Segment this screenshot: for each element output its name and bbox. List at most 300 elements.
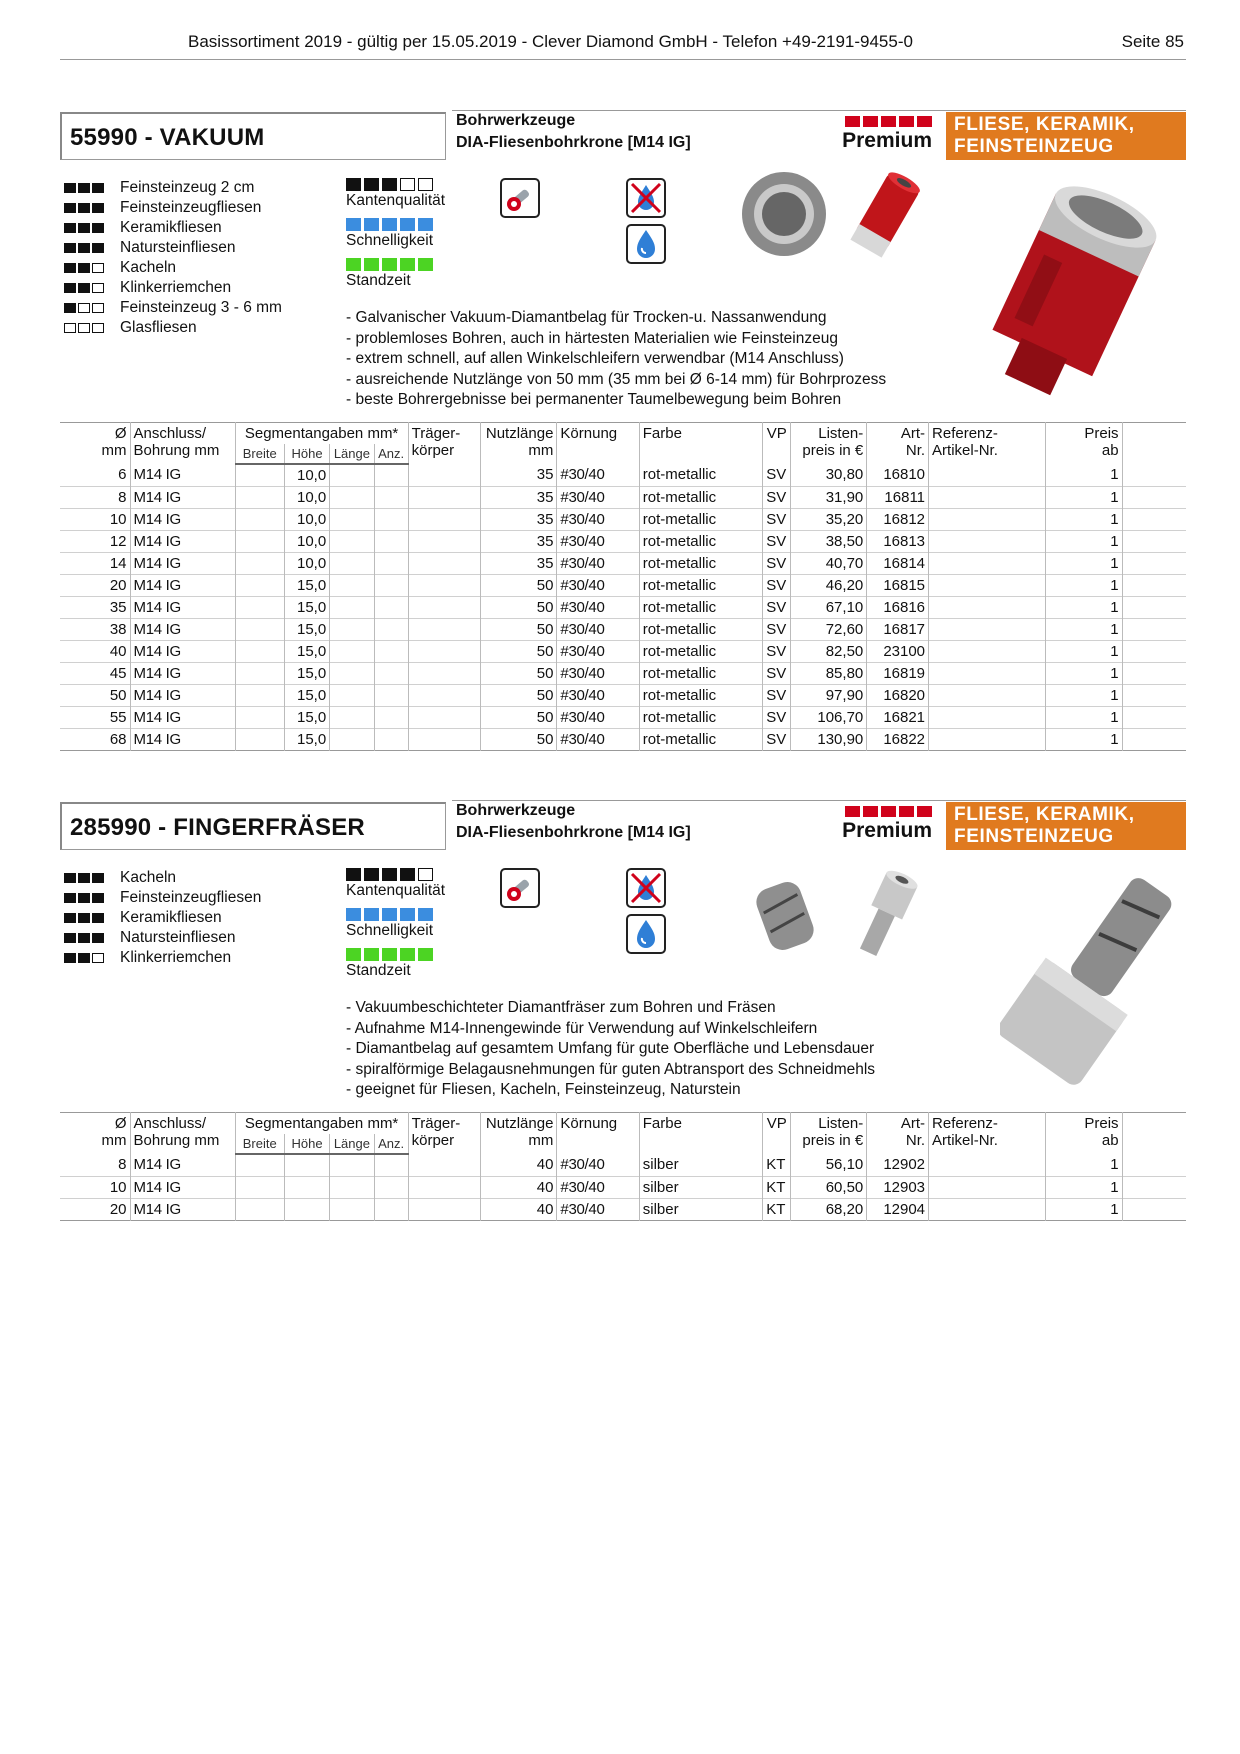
table-cell — [374, 706, 408, 728]
table-cell — [235, 640, 284, 662]
table-cell: rot-metallic — [639, 618, 763, 640]
table-cell — [929, 574, 1046, 596]
table-cell: 15,0 — [284, 662, 329, 684]
col-art-nr-line: Nr. — [905, 442, 926, 459]
table-cell — [408, 464, 480, 486]
product-title-box — [60, 112, 446, 160]
table-cell: rot-metallic — [639, 596, 763, 618]
table-cell — [929, 662, 1046, 684]
material-label: Keramikfliesen — [120, 909, 222, 926]
table-cell: SV — [763, 552, 791, 574]
rating-square — [92, 953, 104, 963]
material-row — [64, 908, 261, 928]
table-cell: rot-metallic — [639, 574, 763, 596]
table-cell: #30/40 — [557, 596, 639, 618]
category-badge — [946, 802, 1186, 850]
table-cell: 130,90 — [791, 728, 867, 750]
col-hoehe: Höhe — [284, 444, 329, 464]
table-cell: 15,0 — [284, 618, 329, 640]
table-cell — [929, 486, 1046, 508]
table-cell: 68 — [109, 730, 127, 748]
feature-item: - Vakuumbeschichteter Diamantfräser zum Bohren und Fräsen — [346, 999, 776, 1016]
table-cell — [374, 728, 408, 750]
col-nutzlaenge — [480, 423, 557, 465]
product-title: 285990 - FINGERFRÄSER — [70, 814, 365, 841]
col-diameter — [60, 1113, 130, 1155]
material-label: Klinkerriemchen — [120, 279, 232, 296]
table-cell: 15,0 — [284, 684, 329, 706]
rating-square — [78, 303, 90, 313]
table-cell: 35 — [480, 464, 557, 486]
rating-square — [92, 263, 104, 273]
col-price-line: preis in € — [802, 1132, 864, 1149]
feature-item: - problemloses Bohren, auch in härtesten Materialien wie Feinsteinzeug — [346, 329, 838, 347]
table-cell: 35 — [109, 598, 127, 616]
rating-square — [364, 908, 379, 921]
table-cell: 10 — [109, 510, 127, 528]
col-art-nr-line: Art- — [900, 1115, 926, 1132]
col-nutzlaenge-line: Nutzlänge — [485, 1115, 554, 1132]
col-reference — [929, 423, 1046, 465]
col-nutzlaenge — [480, 1113, 557, 1155]
category-line-1: FLIESE, KERAMIK, — [954, 804, 1135, 825]
rating-square — [64, 873, 76, 883]
table-cell: SV — [763, 662, 791, 684]
col-reference-line: Referenz- — [932, 1115, 998, 1132]
col-reference-line: Artikel-Nr. — [932, 1132, 998, 1149]
table-cell — [284, 1176, 329, 1198]
table-cell — [235, 684, 284, 706]
material-rating — [64, 323, 120, 333]
table-cell: rot-metallic — [639, 508, 763, 530]
table-cell — [929, 684, 1046, 706]
quality-ratings — [346, 866, 445, 986]
table-cell-empty — [1122, 684, 1186, 706]
table-row — [60, 508, 1186, 530]
col-price-line: Listen- — [818, 425, 864, 442]
table-row — [60, 706, 1186, 728]
table-cell-empty — [1122, 640, 1186, 662]
material-row — [64, 258, 282, 278]
table-cell — [929, 1176, 1046, 1198]
table-cell — [374, 1154, 408, 1176]
table-cell — [235, 1154, 284, 1176]
col-reference-line: Artikel-Nr. — [932, 442, 998, 459]
rating-square — [78, 953, 90, 963]
material-rating — [64, 203, 120, 213]
table-cell: rot-metallic — [639, 552, 763, 574]
rating-square — [92, 873, 104, 883]
rating-square — [382, 218, 397, 231]
table-cell: #30/40 — [557, 662, 639, 684]
table-cell — [374, 530, 408, 552]
table-cell — [374, 508, 408, 530]
table-row — [60, 618, 1186, 640]
table-cell: 15,0 — [284, 596, 329, 618]
table-cell: SV — [763, 464, 791, 486]
material-rating — [64, 263, 120, 273]
col-traeger-line: Träger- — [411, 1115, 461, 1132]
rating-square — [400, 218, 415, 231]
table-row — [60, 530, 1186, 552]
table-cell — [374, 662, 408, 684]
material-row — [64, 928, 261, 948]
feature-item: - ausreichende Nutzlänge von 50 mm (35 mm bei Ø 6-14 mm) für Bohrprozess — [346, 370, 887, 388]
table-cell: 16810 — [867, 464, 929, 486]
quality-rating-squares — [346, 946, 445, 962]
table-row — [60, 464, 1186, 486]
rating-square — [92, 323, 104, 333]
table-cell: 40 — [480, 1154, 557, 1176]
table-cell — [330, 464, 374, 486]
table-cell — [929, 508, 1046, 530]
material-row — [64, 178, 282, 198]
feature-item: - Diamantbelag auf gesamtem Umfang für gute Oberfläche und Lebensdauer — [346, 1040, 875, 1057]
table-cell — [330, 552, 374, 574]
table-cell — [330, 706, 374, 728]
premium-badge — [840, 806, 932, 843]
table-cell: M14 IG — [130, 574, 235, 596]
feature-item: - spiralförmige Belagausnehmungen für guten Abtransport des Schneidmehls — [346, 1060, 876, 1078]
table-cell: 12902 — [867, 1154, 929, 1176]
table-cell — [374, 464, 408, 486]
rating-square — [78, 913, 90, 923]
table-row — [60, 1154, 1186, 1176]
table-cell — [330, 1198, 374, 1220]
table-cell — [330, 662, 374, 684]
table-cell: 46,20 — [791, 574, 867, 596]
feature-item: - Galvanischer Vakuum-Diamantbelag für Trocken-u. Nassanwendung — [346, 309, 827, 326]
table-cell: SV — [763, 728, 791, 750]
table-cell-empty — [1122, 1154, 1186, 1176]
table-cell — [408, 640, 480, 662]
finger-bit-main-image — [1000, 866, 1176, 1096]
material-row — [64, 298, 282, 318]
table-cell: 1 — [1046, 596, 1122, 618]
rating-square — [64, 243, 76, 253]
table-cell: 82,50 — [791, 640, 867, 662]
table-cell-empty — [1122, 552, 1186, 574]
premium-label: Premium — [842, 819, 932, 842]
col-price-line: preis in € — [802, 442, 864, 459]
rating-square — [382, 178, 397, 191]
material-row — [64, 238, 282, 258]
col-traeger — [408, 1113, 480, 1155]
table-row — [60, 640, 1186, 662]
table-cell — [408, 574, 480, 596]
table-cell: M14 IG — [130, 596, 235, 618]
table-cell: 1 — [1046, 486, 1122, 508]
table-cell: KT — [763, 1198, 791, 1220]
col-connection — [130, 423, 235, 465]
col-segment-line: Segmentangaben mm* — [244, 425, 399, 442]
rating-square — [64, 183, 76, 193]
table-cell: 8 — [118, 488, 127, 506]
col-reference — [929, 1113, 1046, 1155]
table-cell: M14 IG — [130, 706, 235, 728]
rating-square — [78, 893, 90, 903]
col-nutzlaenge-line: mm — [528, 1132, 554, 1149]
table-row — [60, 1198, 1186, 1220]
rating-square — [400, 868, 415, 881]
table-cell: 16822 — [867, 728, 929, 750]
table-cell: 12903 — [867, 1176, 929, 1198]
table-cell: #30/40 — [557, 552, 639, 574]
subhead-category: Bohrwerkzeuge — [456, 802, 576, 819]
table-cell: 1 — [1046, 1176, 1122, 1198]
col-traeger-line: körper — [411, 442, 455, 459]
table-cell: M14 IG — [130, 640, 235, 662]
table-cell: M14 IG — [130, 508, 235, 530]
no-water-icon — [626, 178, 666, 218]
table-cell — [374, 1198, 408, 1220]
finger-bit-tip-image — [742, 870, 828, 962]
rating-square — [400, 908, 415, 921]
table-cell: 15,0 — [284, 640, 329, 662]
table-cell: 6 — [118, 466, 127, 484]
rating-square — [78, 203, 90, 213]
table-cell: 1 — [1046, 640, 1122, 662]
table-cell: #30/40 — [557, 1176, 639, 1198]
table-cell — [929, 728, 1046, 750]
category-line-1: FLIESE, KERAMIK, — [954, 114, 1135, 135]
col-art-nr — [867, 423, 929, 465]
col-preis-ab-line: Preis — [1084, 1115, 1119, 1132]
table-cell: M14 IG — [130, 1198, 235, 1220]
table-cell — [408, 1154, 480, 1176]
table-cell-empty — [1122, 574, 1186, 596]
table-cell: M14 IG — [130, 1154, 235, 1176]
table-cell — [408, 1176, 480, 1198]
material-label: Kacheln — [120, 259, 177, 276]
table-cell: 55 — [109, 708, 127, 726]
table-cell: 35 — [480, 530, 557, 552]
col-preis-ab — [1046, 423, 1122, 465]
col-farbe-line: Farbe — [642, 425, 682, 442]
col-art-nr-line: Art- — [900, 425, 926, 442]
table-cell: rot-metallic — [639, 464, 763, 486]
table-cell — [929, 706, 1046, 728]
material-label: Feinsteinzeugfliesen — [120, 199, 262, 216]
core-bit-main-image — [964, 150, 1184, 420]
rating-square — [64, 263, 76, 273]
table-cell: #30/40 — [557, 1154, 639, 1176]
core-bit-top-view-image — [740, 170, 828, 258]
rating-square — [78, 323, 90, 333]
material-label: Kacheln — [120, 869, 177, 886]
material-rating — [64, 303, 120, 313]
table-cell: SV — [763, 508, 791, 530]
col-vp-line: VP — [766, 1115, 787, 1132]
table-cell — [929, 618, 1046, 640]
table-cell: silber — [639, 1198, 763, 1220]
rating-square — [382, 868, 397, 881]
table-cell: 20 — [109, 1200, 127, 1218]
angle-grinder-icon — [500, 868, 540, 908]
rating-square — [418, 178, 433, 191]
table-cell — [235, 618, 284, 640]
table-cell: rot-metallic — [639, 728, 763, 750]
col-farbe — [639, 423, 763, 465]
table-cell — [374, 596, 408, 618]
table-cell: M14 IG — [130, 464, 235, 486]
table-cell: #30/40 — [557, 464, 639, 486]
table-cell: SV — [763, 618, 791, 640]
col-empty — [1122, 1113, 1186, 1155]
table-cell — [408, 552, 480, 574]
col-diameter-line: mm — [101, 442, 127, 459]
table-cell: SV — [763, 640, 791, 662]
table-cell — [408, 530, 480, 552]
col-preis-ab-line: ab — [1101, 442, 1119, 459]
table-cell: 40 — [480, 1176, 557, 1198]
table-cell — [374, 684, 408, 706]
material-rating — [64, 893, 120, 903]
table-cell: 1 — [1046, 706, 1122, 728]
material-label: Klinkerriemchen — [120, 949, 232, 966]
table-cell — [330, 1176, 374, 1198]
table-cell — [330, 618, 374, 640]
feature-item: - geeignet für Fliesen, Kacheln, Feinsteinzeug, Naturstein — [346, 1081, 741, 1098]
table-cell — [374, 486, 408, 508]
table-cell: rot-metallic — [639, 640, 763, 662]
rating-square — [78, 873, 90, 883]
col-price — [791, 1113, 867, 1155]
rating-square — [78, 263, 90, 273]
quality-label: Kantenqualität — [346, 882, 446, 899]
product-title-box — [60, 802, 446, 850]
col-breite: Breite — [235, 1134, 284, 1154]
table-cell — [330, 640, 374, 662]
table-cell: 50 — [480, 706, 557, 728]
col-diameter-line: mm — [101, 1132, 127, 1149]
col-laenge: Länge — [330, 1134, 374, 1154]
table-cell: 1 — [1046, 508, 1122, 530]
material-rating — [64, 283, 120, 293]
col-vp — [763, 1113, 791, 1155]
table-cell — [374, 618, 408, 640]
col-connection-line: Anschluss/ — [133, 1115, 207, 1132]
table-cell: 16814 — [867, 552, 929, 574]
table-cell-empty — [1122, 486, 1186, 508]
table-cell: rot-metallic — [639, 662, 763, 684]
table-cell-empty — [1122, 596, 1186, 618]
col-breite: Breite — [235, 444, 284, 464]
col-price — [791, 423, 867, 465]
col-koernung-line: Körnung — [560, 1115, 618, 1132]
table-cell — [235, 1198, 284, 1220]
table-cell: KT — [763, 1176, 791, 1198]
table-cell: 10,0 — [284, 508, 329, 530]
finger-bit-adapter-image — [840, 866, 930, 966]
table-cell: 1 — [1046, 684, 1122, 706]
table-cell: 97,90 — [791, 684, 867, 706]
rating-square — [418, 948, 433, 961]
table-cell: rot-metallic — [639, 684, 763, 706]
table-cell — [374, 552, 408, 574]
table-cell — [284, 1198, 329, 1220]
col-anz: Anz. — [374, 444, 408, 464]
table-cell-empty — [1122, 618, 1186, 640]
table-cell-empty — [1122, 508, 1186, 530]
col-laenge: Länge — [330, 444, 374, 464]
table-cell — [408, 618, 480, 640]
col-segment-line: Segmentangaben mm* — [244, 1115, 399, 1132]
table-cell — [235, 596, 284, 618]
rating-square — [382, 908, 397, 921]
header-info: Basissortiment 2019 - gültig per 15.05.2019 - Clever Diamond GmbH - Telefon +49-2191-9455-0 — [188, 32, 913, 51]
material-rating — [64, 933, 120, 943]
col-traeger — [408, 423, 480, 465]
table-cell: 23100 — [867, 640, 929, 662]
table-row — [60, 574, 1186, 596]
table-cell: 72,60 — [791, 618, 867, 640]
category-line-2: FEINSTEINZEUG — [954, 826, 1114, 847]
table-cell: silber — [639, 1154, 763, 1176]
col-hoehe: Höhe — [284, 1134, 329, 1154]
feature-item: - extrem schnell, auf allen Winkelschleifern verwendbar (M14 Anschluss) — [346, 350, 844, 367]
table-cell: 12 — [109, 532, 127, 550]
col-anz: Anz. — [374, 1134, 408, 1154]
table-cell: 35,20 — [791, 508, 867, 530]
table-cell: SV — [763, 574, 791, 596]
rating-square — [92, 223, 104, 233]
table-cell: #30/40 — [557, 728, 639, 750]
table-cell — [929, 596, 1046, 618]
angle-grinder-icon — [500, 178, 540, 218]
table-cell: silber — [639, 1176, 763, 1198]
rating-square — [382, 948, 397, 961]
table-cell: 30,80 — [791, 464, 867, 486]
feature-item: - beste Bohrergebnisse bei permanenter Taumelbewegung beim Bohren — [346, 391, 842, 408]
table-cell: SV — [763, 706, 791, 728]
table-cell: 10,0 — [284, 464, 329, 486]
product-table — [60, 422, 1186, 751]
rating-square — [400, 258, 415, 271]
table-cell: 16821 — [867, 706, 929, 728]
table-row — [60, 684, 1186, 706]
material-row — [64, 868, 261, 888]
col-traeger-line: Träger- — [411, 425, 461, 442]
table-cell — [235, 464, 284, 486]
col-nutzlaenge-line: Nutzlänge — [485, 425, 554, 442]
table-cell — [235, 574, 284, 596]
col-connection-line: Bohrung mm — [133, 442, 220, 459]
table-cell: 1 — [1046, 1198, 1122, 1220]
table-cell: 16816 — [867, 596, 929, 618]
table-cell: 35 — [480, 486, 557, 508]
rating-square — [364, 178, 379, 191]
table-cell: 1 — [1046, 552, 1122, 574]
table-row — [60, 662, 1186, 684]
material-label: Natursteinfliesen — [120, 239, 236, 256]
table-cell — [929, 1154, 1046, 1176]
subhead-category: Bohrwerkzeuge — [456, 112, 576, 129]
table-cell — [374, 1176, 408, 1198]
table-cell: #30/40 — [557, 618, 639, 640]
table-cell: 10,0 — [284, 552, 329, 574]
rating-square — [64, 323, 76, 333]
material-label: Feinsteinzeugfliesen — [120, 889, 262, 906]
table-cell — [330, 530, 374, 552]
col-price-line: Listen- — [818, 1115, 864, 1132]
col-diameter-line: Ø — [114, 1115, 127, 1132]
rating-square — [92, 913, 104, 923]
material-label: Keramikfliesen — [120, 219, 222, 236]
table-cell: 67,10 — [791, 596, 867, 618]
table-cell: 50 — [480, 640, 557, 662]
table-cell: 15,0 — [284, 574, 329, 596]
